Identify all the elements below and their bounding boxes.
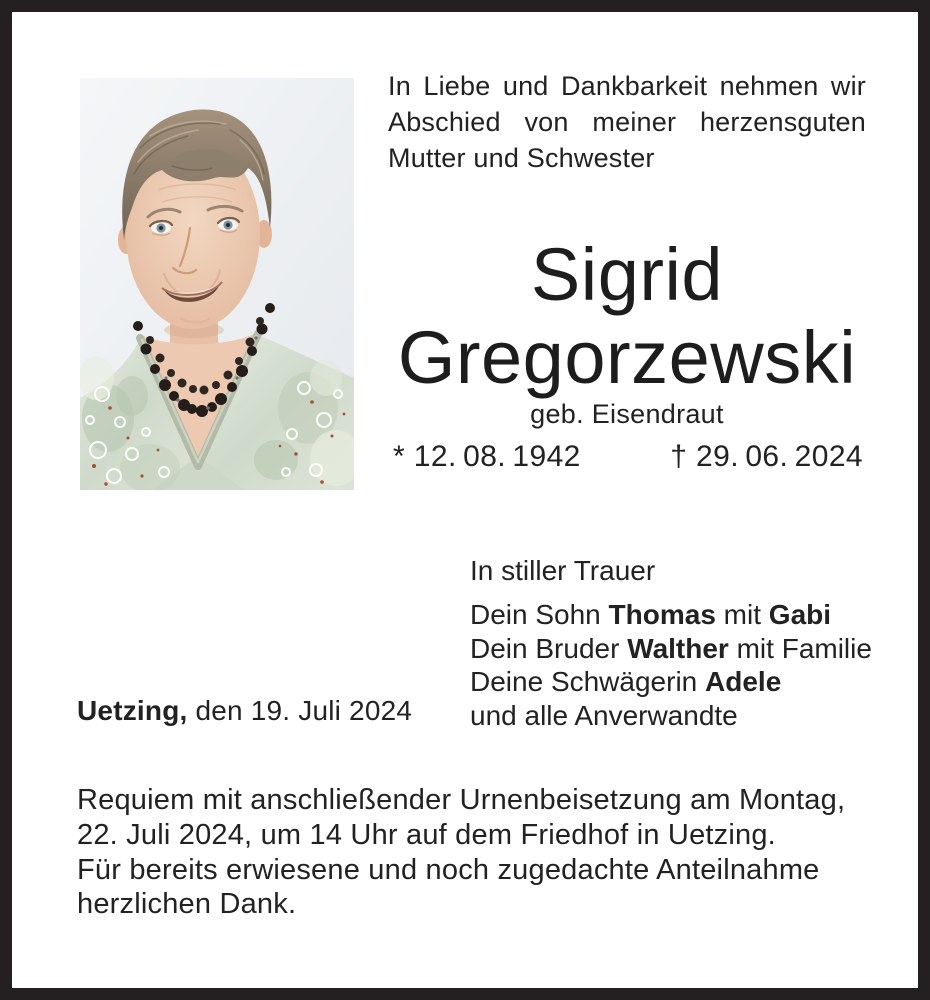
birth-date: * 12. 08. 1942: [393, 440, 581, 473]
announcement-line: herzlichen Dank.: [77, 888, 297, 921]
maiden-name: geb. Eisendraut: [530, 399, 724, 429]
mourning-header: In stiller Trauer: [470, 555, 656, 586]
announcement-line: 22. Juli 2024, um 14 Uhr auf dem Friedhof in Uetzing.: [77, 818, 776, 851]
intro-line: Abschied von meiner herzensguten: [388, 107, 866, 137]
mourner-line: und alle Anverwandte: [470, 699, 738, 731]
obituary-card: [12, 12, 918, 988]
death-date: † 29. 06. 2024: [670, 440, 863, 473]
place-dateline: Uetzing, den 19. Juli 2024: [77, 695, 413, 726]
announcement-line: Requiem mit anschließender Urnenbeisetzung am Montag,: [77, 784, 846, 816]
life-dates: [393, 440, 863, 474]
mourner-line: Dein Bruder Walther mit Familie: [470, 632, 872, 664]
announcement-line: Für bereits erwiesene und noch zugedachte Anteilnahme: [77, 853, 820, 886]
announcement-text: [77, 783, 877, 922]
deceased-name: [372, 233, 882, 399]
portrait-photo: [80, 78, 354, 490]
portrait-illustration: [80, 78, 354, 490]
intro-text: [388, 68, 866, 176]
intro-line: In Liebe und Dankbarkeit nehmen wir: [388, 71, 866, 101]
mourner-line: Dein Sohn Thomas mit Gabi: [470, 599, 832, 630]
deceased-first-name: Sigrid: [530, 233, 724, 316]
intro-line: Mutter und Schwester: [388, 143, 655, 173]
mourners-list: [470, 598, 872, 732]
deceased-last-name: Gregorzewski: [397, 316, 857, 399]
mourner-line: Deine Schwägerin Adele: [470, 666, 782, 697]
